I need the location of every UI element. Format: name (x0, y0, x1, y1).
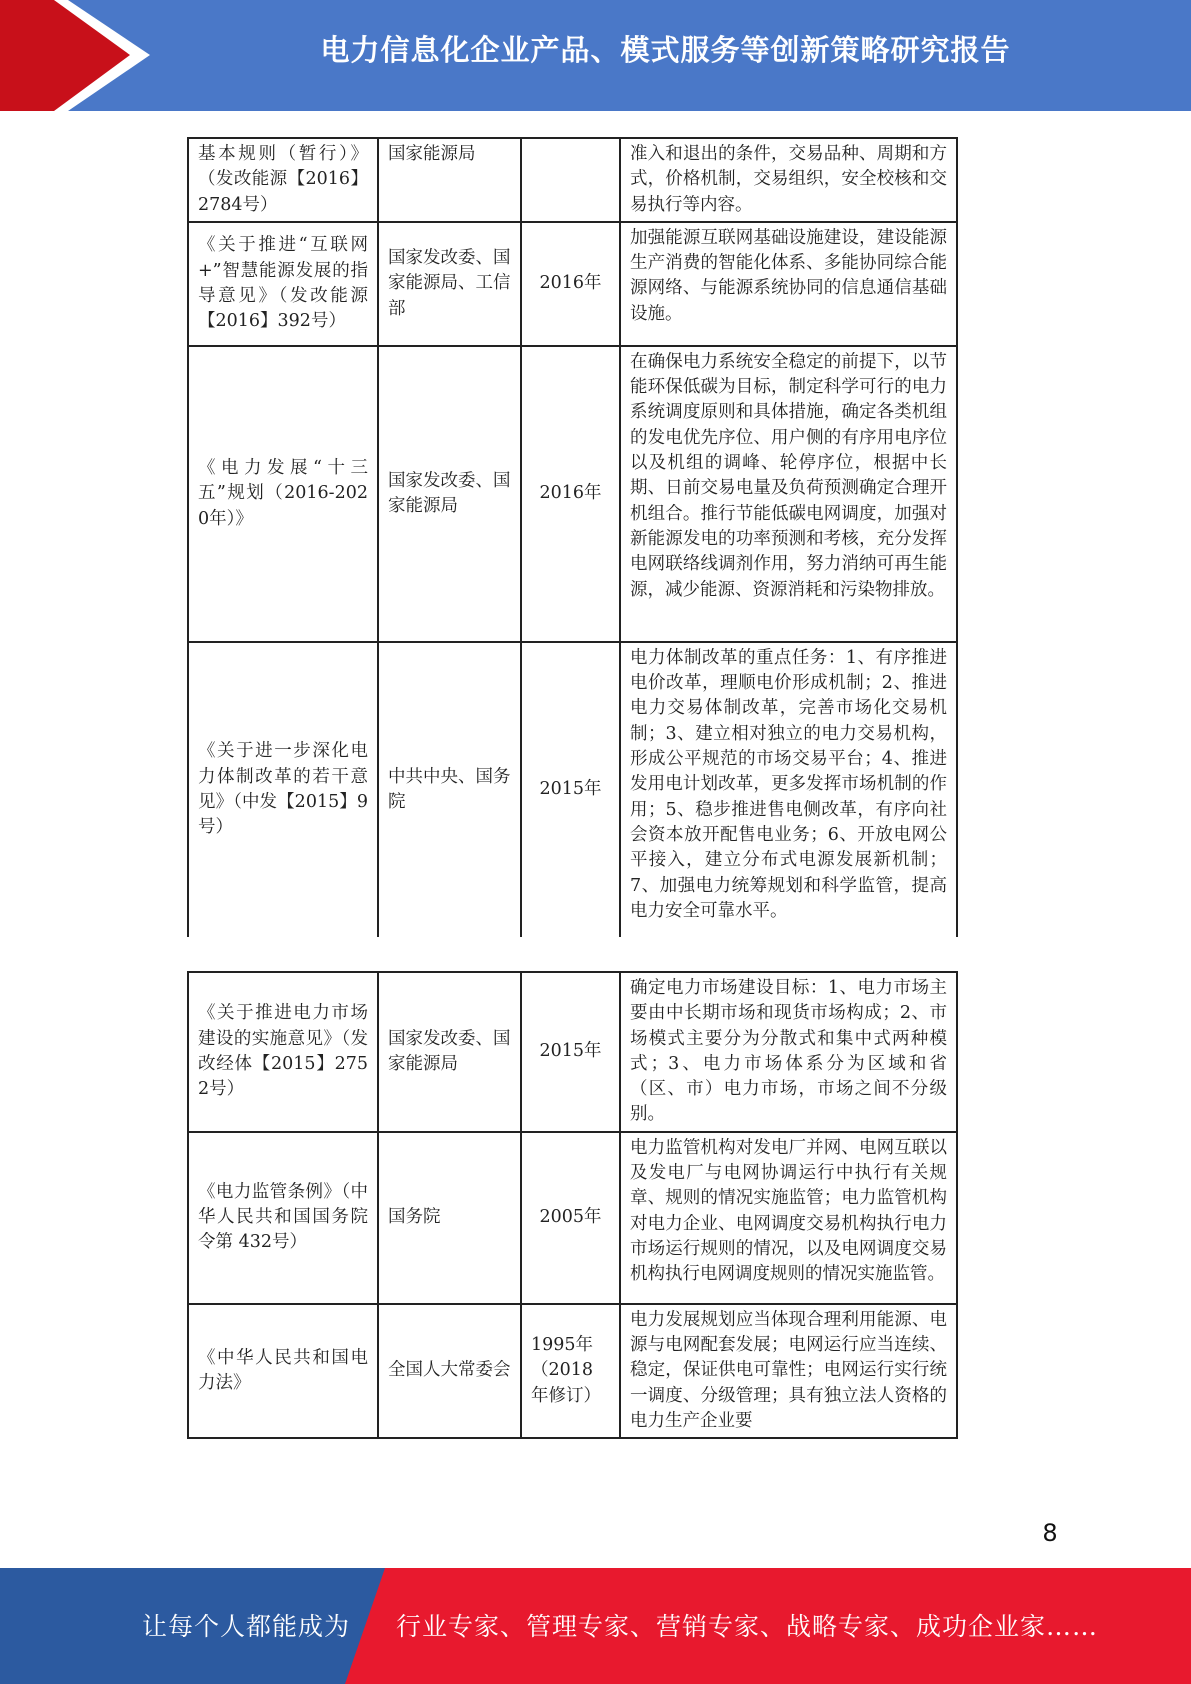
policy-title-cell: 《电力发展“十三五”规划（2016-2020年）》 (188, 346, 378, 642)
table-row (188, 1304, 957, 1438)
policy-title-cell: 基本规则（暂行）》（发改能源【2016】2784号） (188, 138, 378, 222)
footer-slogan-left: 让每个人都能成为 (142, 1612, 351, 1641)
issuer-cell: 国家发改委、国家能源局 (378, 972, 521, 1132)
table-row (188, 972, 957, 1132)
policy-title-cell: 《关于推进电力市场建设的实施意见》（发改经体【2015】2752号） (188, 972, 378, 1132)
year-cell: 2015年 (521, 642, 620, 937)
policy-title-cell: 《中华人民共和国电力法》 (188, 1304, 378, 1438)
year-cell: 2015年 (521, 972, 620, 1132)
year-cell (521, 138, 620, 222)
content-cell: 确定电力市场建设目标：1、电力市场主要由中长期市场和现货市场构成；2、市场模式主要分为分散式和集中式两种模式；3、电力市场体系分为区域和省（区、市）电力市场，市场之间不分级别。 (620, 972, 957, 1132)
page-header (0, 0, 1191, 111)
issuer-cell: 国家发改委、国家能源局 (378, 346, 521, 642)
policy-table-top (187, 137, 958, 937)
content-cell: 电力发展规划应当体现合理利用能源、电源与电网配套发展；电网运行应当连续、稳定，保证供电可靠性；电网运行实行统一调度、分级管理；具有独立法人资格的电力生产企业要 (620, 1304, 957, 1438)
policy-table-bottom (187, 971, 958, 1439)
content-cell: 准入和退出的条件，交易品种、周期和方式，价格机制，交易组织，安全校核和交易执行等内容。 (620, 138, 957, 222)
table-row (188, 1132, 957, 1304)
table-row (188, 642, 957, 937)
year-cell: 1995年（2018年修订） (521, 1304, 620, 1438)
issuer-cell: 国家能源局 (378, 138, 521, 222)
footer-slogan-right: 行业专家、管理专家、营销专家、战略专家、成功企业家…… (396, 1612, 1099, 1641)
issuer-cell: 国家发改委、国家能源局、工信部 (378, 222, 521, 346)
table-row (188, 222, 957, 346)
year-cell: 2016年 (521, 222, 620, 346)
content-cell: 电力监管机构对发电厂并网、电网互联以及发电厂与电网协调运行中执行有关规章、规则的情况实施监管；电力监管机构对电力企业、电网调度交易机构执行电力市场运行规则的情况，以及电网调度交易机构执行电网调度规则的情况实施监管。 (620, 1132, 957, 1304)
content-cell: 电力体制改革的重点任务：1、有序推进电价改革，理顺电价形成机制；2、推进电力交易体制改革，完善市场化交易机制；3、建立相对独立的电力交易机构，形成公平规范的市场交易平台；4、推进发用电计划改革，更多发挥市场机制的作用；5、稳步推进售电侧改革，有序向社会资本放开配售电业务；6、开放电网公平接入，建立分布式电源发展新机制；7、加强电力统筹规划和科学监管，提高电力安全可靠水平。 (620, 642, 957, 937)
policy-title-cell: 《关于推进“互联网+”智慧能源发展的指导意见》（发改能源【2016】392号） (188, 222, 378, 346)
issuer-cell: 国务院 (378, 1132, 521, 1304)
table-row (188, 138, 957, 222)
page-number: 8 (1042, 1519, 1058, 1547)
issuer-cell: 中共中央、国务院 (378, 642, 521, 937)
content-cell: 在确保电力系统安全稳定的前提下，以节能环保低碳为目标，制定科学可行的电力系统调度原则和具体措施，确定各类机组的发电优先序位、用户侧的有序用电序位以及机组的调峰、轮停序位，根据中长期、日前交易电量及负荷预测确定合理开机组合。推行节能低碳电网调度，加强对新能源发电的功率预测和考核，充分发挥电网联络线调剂作用，努力消纳可再生能源，减少能源、资源消耗和污染物排放。 (620, 346, 957, 642)
year-cell: 2005年 (521, 1132, 620, 1304)
year-cell: 2016年 (521, 346, 620, 642)
policy-title-cell: 《电力监管条例》（中华人民共和国国务院令第 432号） (188, 1132, 378, 1304)
policy-title-cell: 《关于进一步深化电力体制改革的若干意见》（中发【2015】9号） (188, 642, 378, 937)
issuer-cell: 全国人大常委会 (378, 1304, 521, 1438)
page-footer (0, 1568, 1191, 1684)
content-cell: 加强能源互联网基础设施建设，建设能源生产消费的智能化体系、多能协同综合能源网络、与能源系统协同的信息通信基础设施。 (620, 222, 957, 346)
table-row (188, 346, 957, 642)
report-title: 电力信息化企业产品、模式服务等创新策略研究报告 (320, 33, 1011, 67)
